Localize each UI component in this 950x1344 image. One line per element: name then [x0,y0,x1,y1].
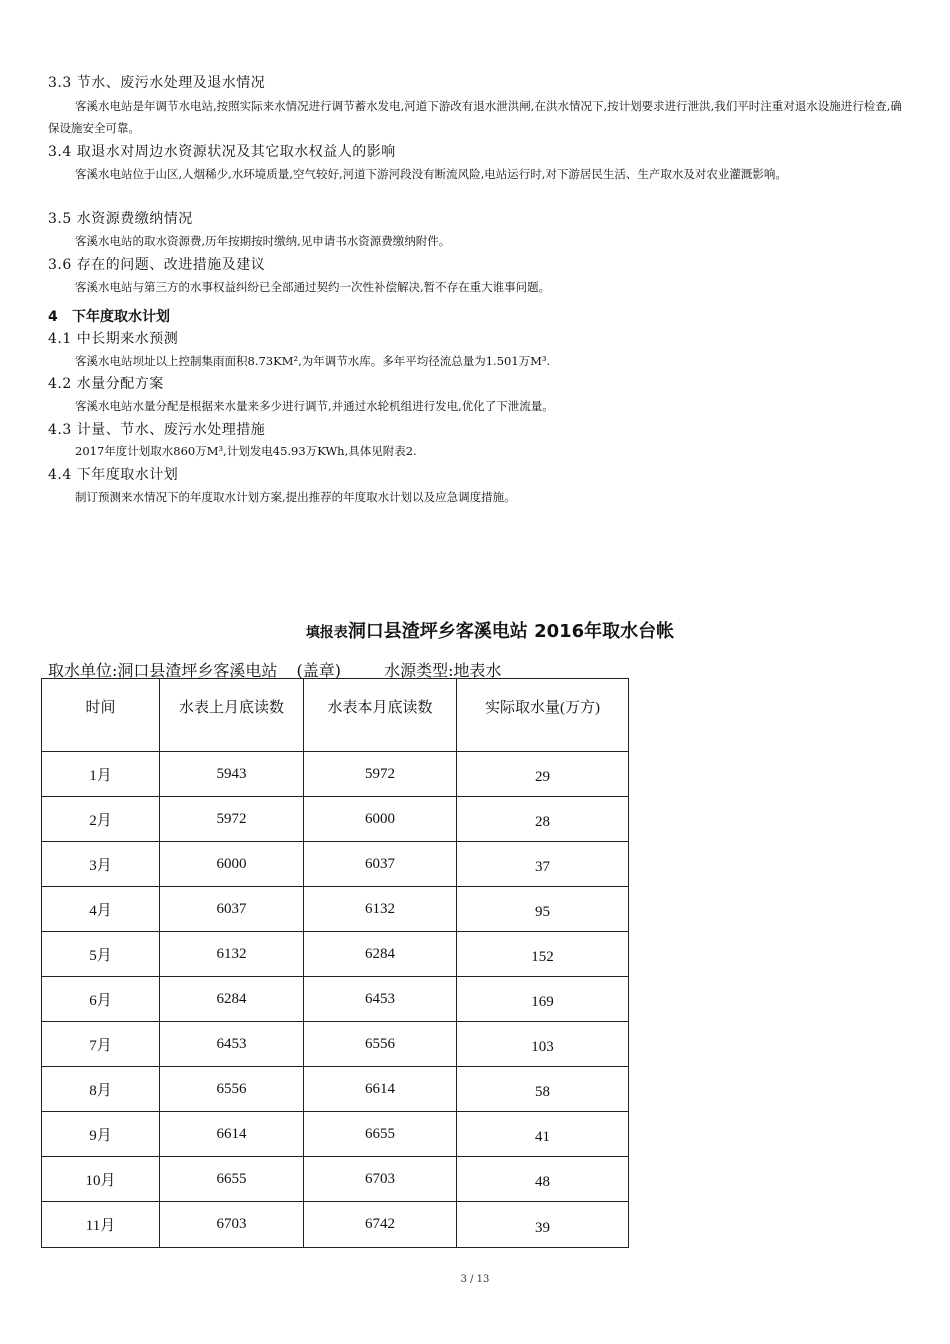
cell-prev-reading: 6037 [160,887,304,932]
section-3-5-heading: 3.5 水资源费缴纳情况 [48,211,193,227]
cell-curr-reading: 6284 [304,932,457,977]
cell-curr-reading: 6037 [304,842,457,887]
section-3-5-body: 客溪水电站的取水资源费,历年按期按时缴纳,见申请书水资源费缴纳附件。 [75,234,451,248]
cell-month: 6月 [42,977,160,1022]
cell-prev-reading: 6655 [160,1157,304,1202]
section-3-3-body: 客溪水电站是年调节水电站,按照实际来水情况进行调节蓄水发电,河道下游改有退水泄洪闸,在洪水情况下,按计划要求进行泄洪,我们平时注重对退水设施进行检查,确保设施安全可靠。 [48,99,902,135]
section-3-4-body: 客溪水电站位于山区,人烟稀少,水环境质量,空气较好,河道下游河段没有断流风险,电站运行时,对下游居民生活、生产取水及对农业灌溉影响。 [75,167,787,181]
cell-actual-intake: 48 [457,1157,629,1202]
cell-curr-reading: 6614 [304,1067,457,1112]
cell-month: 7月 [42,1022,160,1067]
section-4-4-body: 制订预测来水情况下的年度取水计划方案,提出推荐的年度取水计划以及应急调度措施。 [75,490,516,504]
cell-curr-reading: 6453 [304,977,457,1022]
cell-actual-intake: 41 [457,1112,629,1157]
cell-curr-reading: 6655 [304,1112,457,1157]
table-row [42,1202,629,1248]
page-number: 3 / 13 [460,1274,490,1285]
table-row [42,1112,629,1157]
cell-prev-reading: 6556 [160,1067,304,1112]
seal-label: (盖章) [296,661,341,680]
section-3-6-body: 客溪水电站与第三方的水事权益纠纷已全部通过契约一次性补偿解决,暂不存在重大谁事问题。 [75,280,551,294]
cell-month: 9月 [42,1112,160,1157]
cell-prev-reading: 6453 [160,1022,304,1067]
header-actual-intake: 实际取水量(万方) [457,679,629,752]
table-row [42,842,629,887]
chapter-4-title: 下年度取水计划 [72,309,170,325]
cell-month: 5月 [42,932,160,977]
cell-actual-intake: 39 [457,1202,629,1248]
cell-prev-reading: 5972 [160,797,304,842]
table-row [42,1067,629,1112]
cell-curr-reading: 6132 [304,887,457,932]
source-label: 水源类型:地表水 [384,661,502,680]
cell-month: 4月 [42,887,160,932]
table-row [42,977,629,1022]
section-4-3-body: 2017年度计划取水860万M³,计划发电45.93万KWh,具体见附表2. [75,444,417,458]
cell-actual-intake: 58 [457,1067,629,1112]
cell-actual-intake: 103 [457,1022,629,1067]
table-row [42,1157,629,1202]
ledger-title [0,617,950,643]
cell-curr-reading: 6000 [304,797,457,842]
section-4-1-body: 客溪水电站坝址以上控制集雨面积8.73KM²,为年调节水库。多年平均径流总量为1.501万M³. [75,354,551,368]
section-3-4-heading: 3.4 取退水对周边水资源状况及其它取水权益人的影响 [48,144,396,160]
table-row [42,1022,629,1067]
cell-prev-reading: 6000 [160,842,304,887]
cell-curr-reading: 5972 [304,752,457,797]
ledger-title-prefix: 填报表 [305,625,348,641]
cell-month: 2月 [42,797,160,842]
cell-actual-intake: 152 [457,932,629,977]
cell-month: 10月 [42,1157,160,1202]
water-intake-ledger-table [41,678,629,1248]
cell-month: 8月 [42,1067,160,1112]
cell-month: 3月 [42,842,160,887]
table-row [42,797,629,842]
cell-actual-intake: 169 [457,977,629,1022]
cell-month: 11月 [42,1202,160,1248]
header-curr-reading: 水表本月底读数 [304,679,457,752]
section-4-2-heading: 4.2 水量分配方案 [48,376,164,392]
cell-prev-reading: 6284 [160,977,304,1022]
cell-curr-reading: 6556 [304,1022,457,1067]
cell-curr-reading: 6703 [304,1157,457,1202]
section-3-6-heading: 3.6 存在的问题、改进措施及建议 [48,257,266,273]
header-time: 时间 [42,679,160,752]
table-row [42,932,629,977]
cell-actual-intake: 28 [457,797,629,842]
section-4-2-body: 客溪水电站水量分配是根据来水量来多少进行调节,并通过水轮机组进行发电,优化了下泄流量。 [75,399,554,413]
table-body [42,752,629,1248]
section-4-3-heading: 4.3 计量、节水、废污水处理措施 [48,422,266,438]
chapter-4-heading [48,306,170,326]
cell-actual-intake: 29 [457,752,629,797]
cell-actual-intake: 37 [457,842,629,887]
table-header-row [42,679,629,752]
cell-actual-intake: 95 [457,887,629,932]
cell-prev-reading: 5943 [160,752,304,797]
cell-prev-reading: 6703 [160,1202,304,1248]
cell-prev-reading: 6614 [160,1112,304,1157]
header-prev-reading: 水表上月底读数 [160,679,304,752]
table-row [42,752,629,797]
section-4-1-heading: 4.1 中长期来水预测 [48,331,179,347]
unit-label: 取水单位:洞口县渣坪乡客溪电站 [48,661,278,680]
cell-curr-reading: 6742 [304,1202,457,1248]
ledger-title-main: 洞口县渣坪乡客溪电站 2016年取水台帐 [347,621,675,642]
chapter-4-number: 4 [48,309,58,325]
cell-prev-reading: 6132 [160,932,304,977]
table-row [42,887,629,932]
section-3-3-heading: 3.3 节水、废污水处理及退水情况 [48,75,266,91]
cell-month: 1月 [42,752,160,797]
section-4-4-heading: 4.4 下年度取水计划 [48,467,179,483]
